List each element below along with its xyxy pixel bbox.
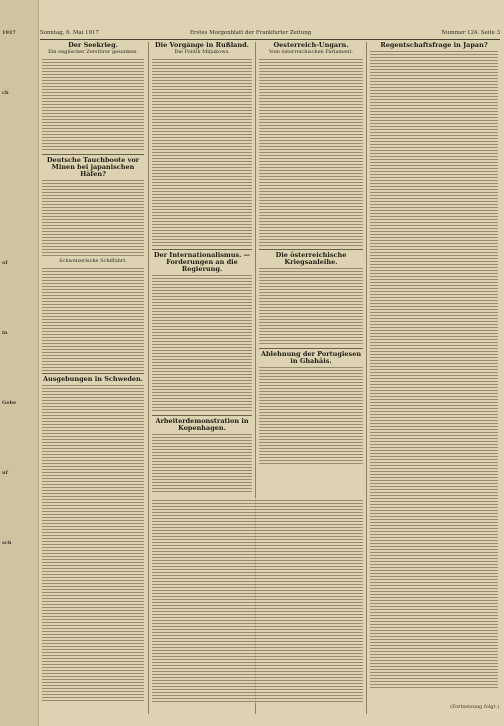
article-title: Ausgebungen in Schweden. [42,375,143,383]
article-title: Arbeiterdemonstration in Kopenhagen. [155,417,249,432]
left-gutter-fragment [0,0,39,726]
gutter-fragment: ch [2,90,9,96]
column-divider [366,42,367,714]
gutter-year: 1917 [2,30,16,36]
article-subtitle: Schweizerische Schiffahrt. [59,258,127,264]
article-body [152,273,252,413]
article-subtitle: Die Politik Miljukows. [174,49,230,55]
continuation-note: (Fortsetzung folgt.) [450,704,500,710]
article-body [259,57,363,247]
header-masthead: Erstes Morgenblatt der Frankfurter Zeitung [190,30,312,36]
column-3 [259,42,363,492]
header-issue: Nummer 124. Seite 3 [441,30,500,36]
article-body [42,57,144,152]
gutter-fragment: sch [2,540,12,546]
column-2 [152,42,252,492]
column-divider [148,42,149,714]
page-header [40,30,500,40]
article-body [152,432,252,492]
column-4 [370,42,498,702]
article-title: Die Vorgänge in Rußland. [155,42,249,49]
article-subtitle: Ein englischer Zerstörer gesunken. [48,49,138,55]
column-1 [42,42,144,702]
article-body [42,266,144,371]
gutter-fragment: in [2,330,8,336]
article-body [152,57,252,247]
gutter-fragment: of [2,260,8,266]
gutter-fragment: Gebe [2,400,17,406]
article-title: Regentschaftsfrage in Japan? [380,42,488,49]
article-subtitle: Vom österreichischen Parlament. [269,49,353,55]
article-body [42,178,144,258]
article-title: Deutsche Tauchboote vor Minen bei japanischen Häfen? [46,156,140,178]
article-body [259,365,363,465]
article-title: Oesterreich-Ungarn. [273,42,349,49]
article-body [370,49,498,689]
article-body [259,266,363,346]
article-title: Der Internationalismus. — Forderungen an die Regierung. [153,251,251,273]
article-body-continuation [152,498,363,703]
article-title: Der Seekrieg. [68,42,118,49]
header-date: Sonntag, 6. Mai 1917 [40,30,99,36]
article-body [42,383,144,702]
gutter-fragment: uf [2,470,8,476]
article-title: Die österreichische Kriegsanleihe. [275,251,347,266]
article-title: Ablehnung der Portugiesen in Ghahäis. [260,350,362,365]
